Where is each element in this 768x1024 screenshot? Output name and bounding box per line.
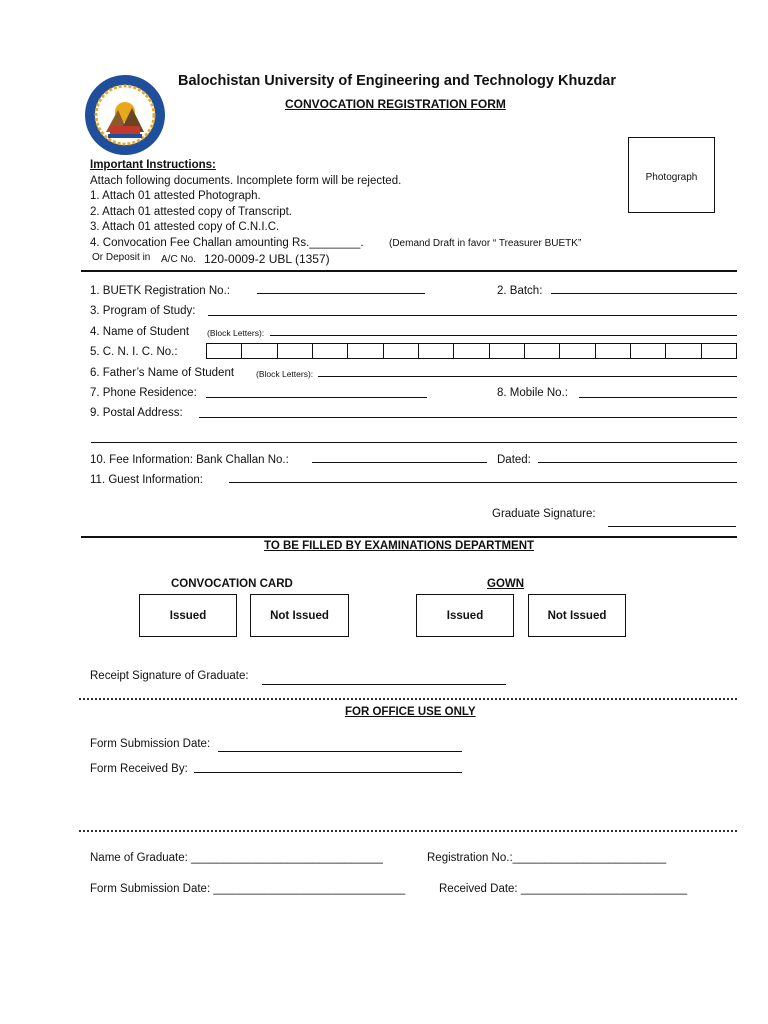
- receipt-signature-field[interactable]: [262, 684, 506, 685]
- office-use-heading: FOR OFFICE USE ONLY: [345, 706, 476, 718]
- account-label: A/C No.: [161, 254, 197, 265]
- gown-issued-box[interactable]: [416, 594, 514, 637]
- deposit-prefix: Or Deposit in: [92, 252, 151, 263]
- dated-label: Dated:: [497, 454, 531, 466]
- dated-field[interactable]: [538, 462, 737, 463]
- fee-field[interactable]: [312, 462, 487, 463]
- reg-no-label: 1. BUETK Registration No.:: [90, 285, 230, 297]
- graduate-signature-field[interactable]: [608, 526, 736, 527]
- account-number: 120-0009-2 UBL (1357): [204, 252, 330, 266]
- address-field-line-2[interactable]: [91, 442, 737, 443]
- father-block-letters: (Block Letters):: [256, 369, 314, 379]
- received-by-label: Form Received By:: [90, 763, 188, 775]
- divider: [81, 270, 737, 272]
- graduate-signature-label: Graduate Signature:: [492, 508, 596, 520]
- mobile-field[interactable]: [579, 397, 737, 398]
- slip-registration-no[interactable]: Registration No.:________________________: [427, 852, 667, 864]
- receipt-signature-label: Receipt Signature of Graduate:: [90, 670, 249, 682]
- guest-field[interactable]: [229, 482, 737, 483]
- reg-no-field[interactable]: [257, 293, 425, 294]
- instruction-item: 4. Convocation Fee Challan amounting Rs.________.: [90, 237, 364, 249]
- phone-field[interactable]: [206, 397, 427, 398]
- instructions-intro: Attach following documents. Incomplete form will be rejected.: [90, 175, 402, 187]
- dotted-separator: [79, 830, 737, 832]
- divider: [81, 536, 737, 538]
- name-label: 4. Name of Student: [90, 326, 190, 338]
- instruction-item: 3. Attach 01 attested copy of C.N.I.C.: [90, 221, 280, 233]
- gown-label: GOWN: [487, 578, 525, 590]
- mobile-label: 8. Mobile No.:: [497, 387, 568, 399]
- card-issued-box[interactable]: [139, 594, 237, 637]
- phone-label: 7. Phone Residence:: [90, 387, 197, 399]
- batch-field[interactable]: [551, 293, 737, 294]
- dotted-separator: [79, 698, 737, 700]
- address-field[interactable]: [199, 417, 737, 418]
- photograph-label: Photograph: [645, 172, 698, 183]
- university-logo: [84, 74, 166, 156]
- card-not-issued-box[interactable]: [250, 594, 349, 637]
- convocation-card-label: CONVOCATION CARD: [171, 578, 293, 590]
- submission-date-label: Form Submission Date:: [90, 738, 211, 750]
- instructions-heading: Important Instructions:: [90, 159, 216, 171]
- card-not-issued-label: Not Issued: [270, 609, 329, 622]
- father-name-field[interactable]: [318, 376, 737, 377]
- instruction-item: 2. Attach 01 attested copy of Transcript.: [90, 206, 293, 218]
- guest-label: 11. Guest Information:: [90, 474, 203, 486]
- card-issued-label: Issued: [169, 609, 207, 622]
- slip-received-date[interactable]: Received Date: __________________________: [439, 883, 688, 895]
- program-field[interactable]: [208, 315, 737, 316]
- fee-label: 10. Fee Information: Bank Challan No.:: [90, 454, 289, 466]
- university-name: Balochistan University of Engineering and Technology Khuzdar: [178, 73, 617, 89]
- address-label: 9. Postal Address:: [90, 407, 183, 419]
- name-block-letters: (Block Letters):: [207, 328, 265, 338]
- slip-submission-date[interactable]: Form Submission Date: ______________________________: [90, 883, 406, 895]
- gown-not-issued-box[interactable]: [528, 594, 626, 637]
- gown-not-issued-label: Not Issued: [547, 609, 607, 622]
- father-name-label: 6. Father’s Name of Student: [90, 367, 235, 379]
- instruction-item: 1. Attach 01 attested Photograph.: [90, 190, 261, 202]
- cnic-boxes[interactable]: [206, 343, 737, 359]
- name-field[interactable]: [270, 335, 737, 336]
- submission-date-field[interactable]: [218, 751, 462, 752]
- exam-dept-heading: TO BE FILLED BY EXAMINATIONS DEPARTMENT: [264, 540, 535, 552]
- photograph-box: [628, 137, 715, 213]
- gown-issued-label: Issued: [446, 609, 484, 622]
- demand-draft-note: (Demand Draft in favor “ Treasurer BUETK”: [389, 238, 582, 249]
- program-label: 3. Program of Study:: [90, 305, 196, 317]
- cnic-label: 5. C. N. I. C. No.:: [90, 346, 178, 358]
- slip-graduate-name[interactable]: Name of Graduate: ______________________________: [90, 852, 383, 864]
- received-by-field[interactable]: [194, 772, 462, 773]
- batch-label: 2. Batch:: [497, 285, 543, 297]
- form-title: CONVOCATION REGISTRATION FORM: [285, 97, 506, 111]
